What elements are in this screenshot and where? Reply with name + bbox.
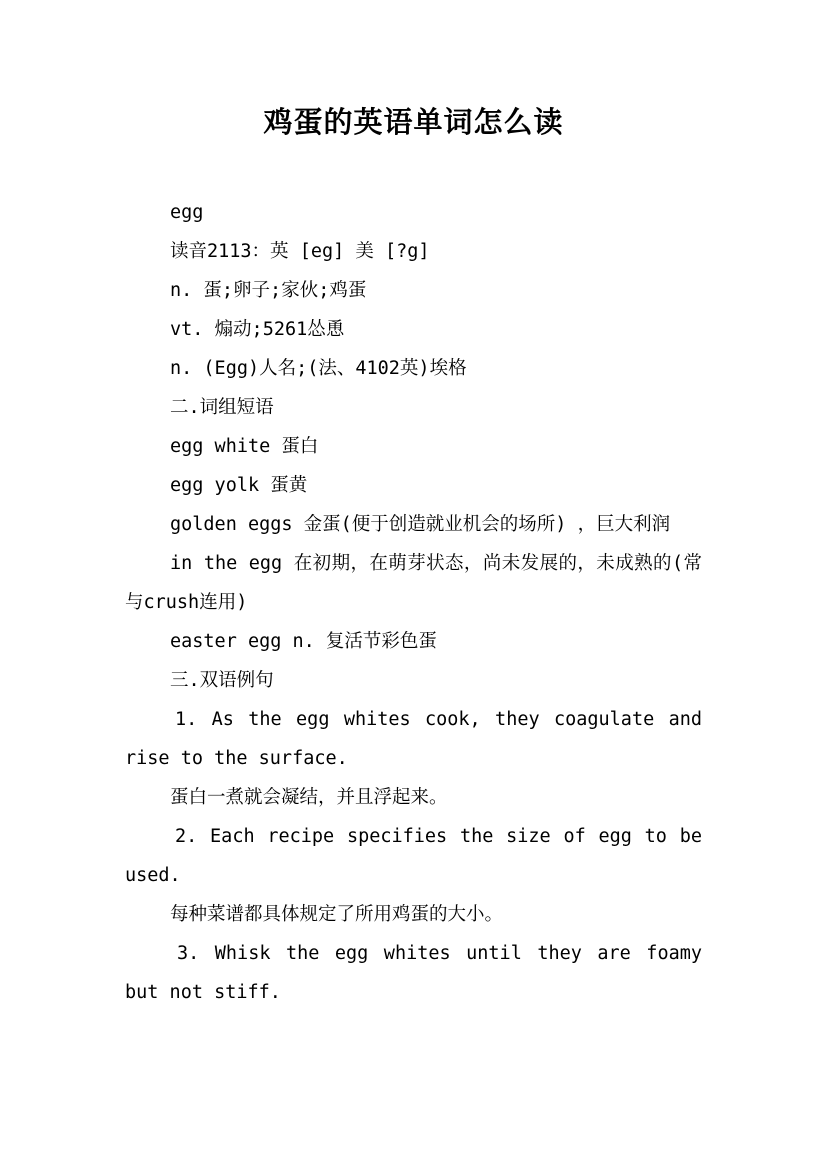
phrase-item: egg white 蛋白: [170, 436, 319, 457]
document-title: 鸡蛋的英语单词怎么读: [263, 105, 564, 139]
section-heading-phrases: 二.词组短语: [170, 397, 274, 418]
phrase-item: golden eggs 金蛋(便于创造就业机会的场所) ，巨大利润: [170, 514, 671, 535]
paragraph-verb-meaning: vt. 煽动;5261怂恿: [170, 319, 345, 340]
example-sentence-zh: 蛋白一煮就会凝结，并且浮起来。: [170, 787, 448, 808]
example-sentence-en: 2. Each recipe specifies the size of egg to be used.: [125, 826, 702, 886]
paragraph-word: egg: [170, 202, 204, 223]
phrase-item: in the egg 在初期，在萌芽状态，尚未发展的，未成熟的(常与crush连用): [125, 553, 702, 613]
phrase-item: easter egg n. 复活节彩色蛋: [170, 631, 437, 652]
section-heading-examples: 三.双语例句: [170, 670, 274, 691]
example-sentence-en: 1. As the egg whites cook, they coagulate and rise to the surface.: [125, 709, 702, 769]
example-sentence-zh: 每种菜谱都具体规定了所用鸡蛋的大小。: [170, 904, 504, 925]
document-body: [125, 193, 702, 1012]
paragraph-pronunciation: 读音2113：英 [eg] 美 [?g]: [170, 241, 430, 262]
paragraph-noun-meaning: n. 蛋;卵子;家伙;鸡蛋: [170, 280, 367, 301]
paragraph-name-meaning: n. (Egg)人名;(法、4102英)埃格: [170, 358, 467, 379]
phrase-item: egg yolk 蛋黄: [170, 475, 308, 496]
example-sentence-en: 3. Whisk the egg whites until they are foamy but not stiff.: [125, 943, 702, 1003]
